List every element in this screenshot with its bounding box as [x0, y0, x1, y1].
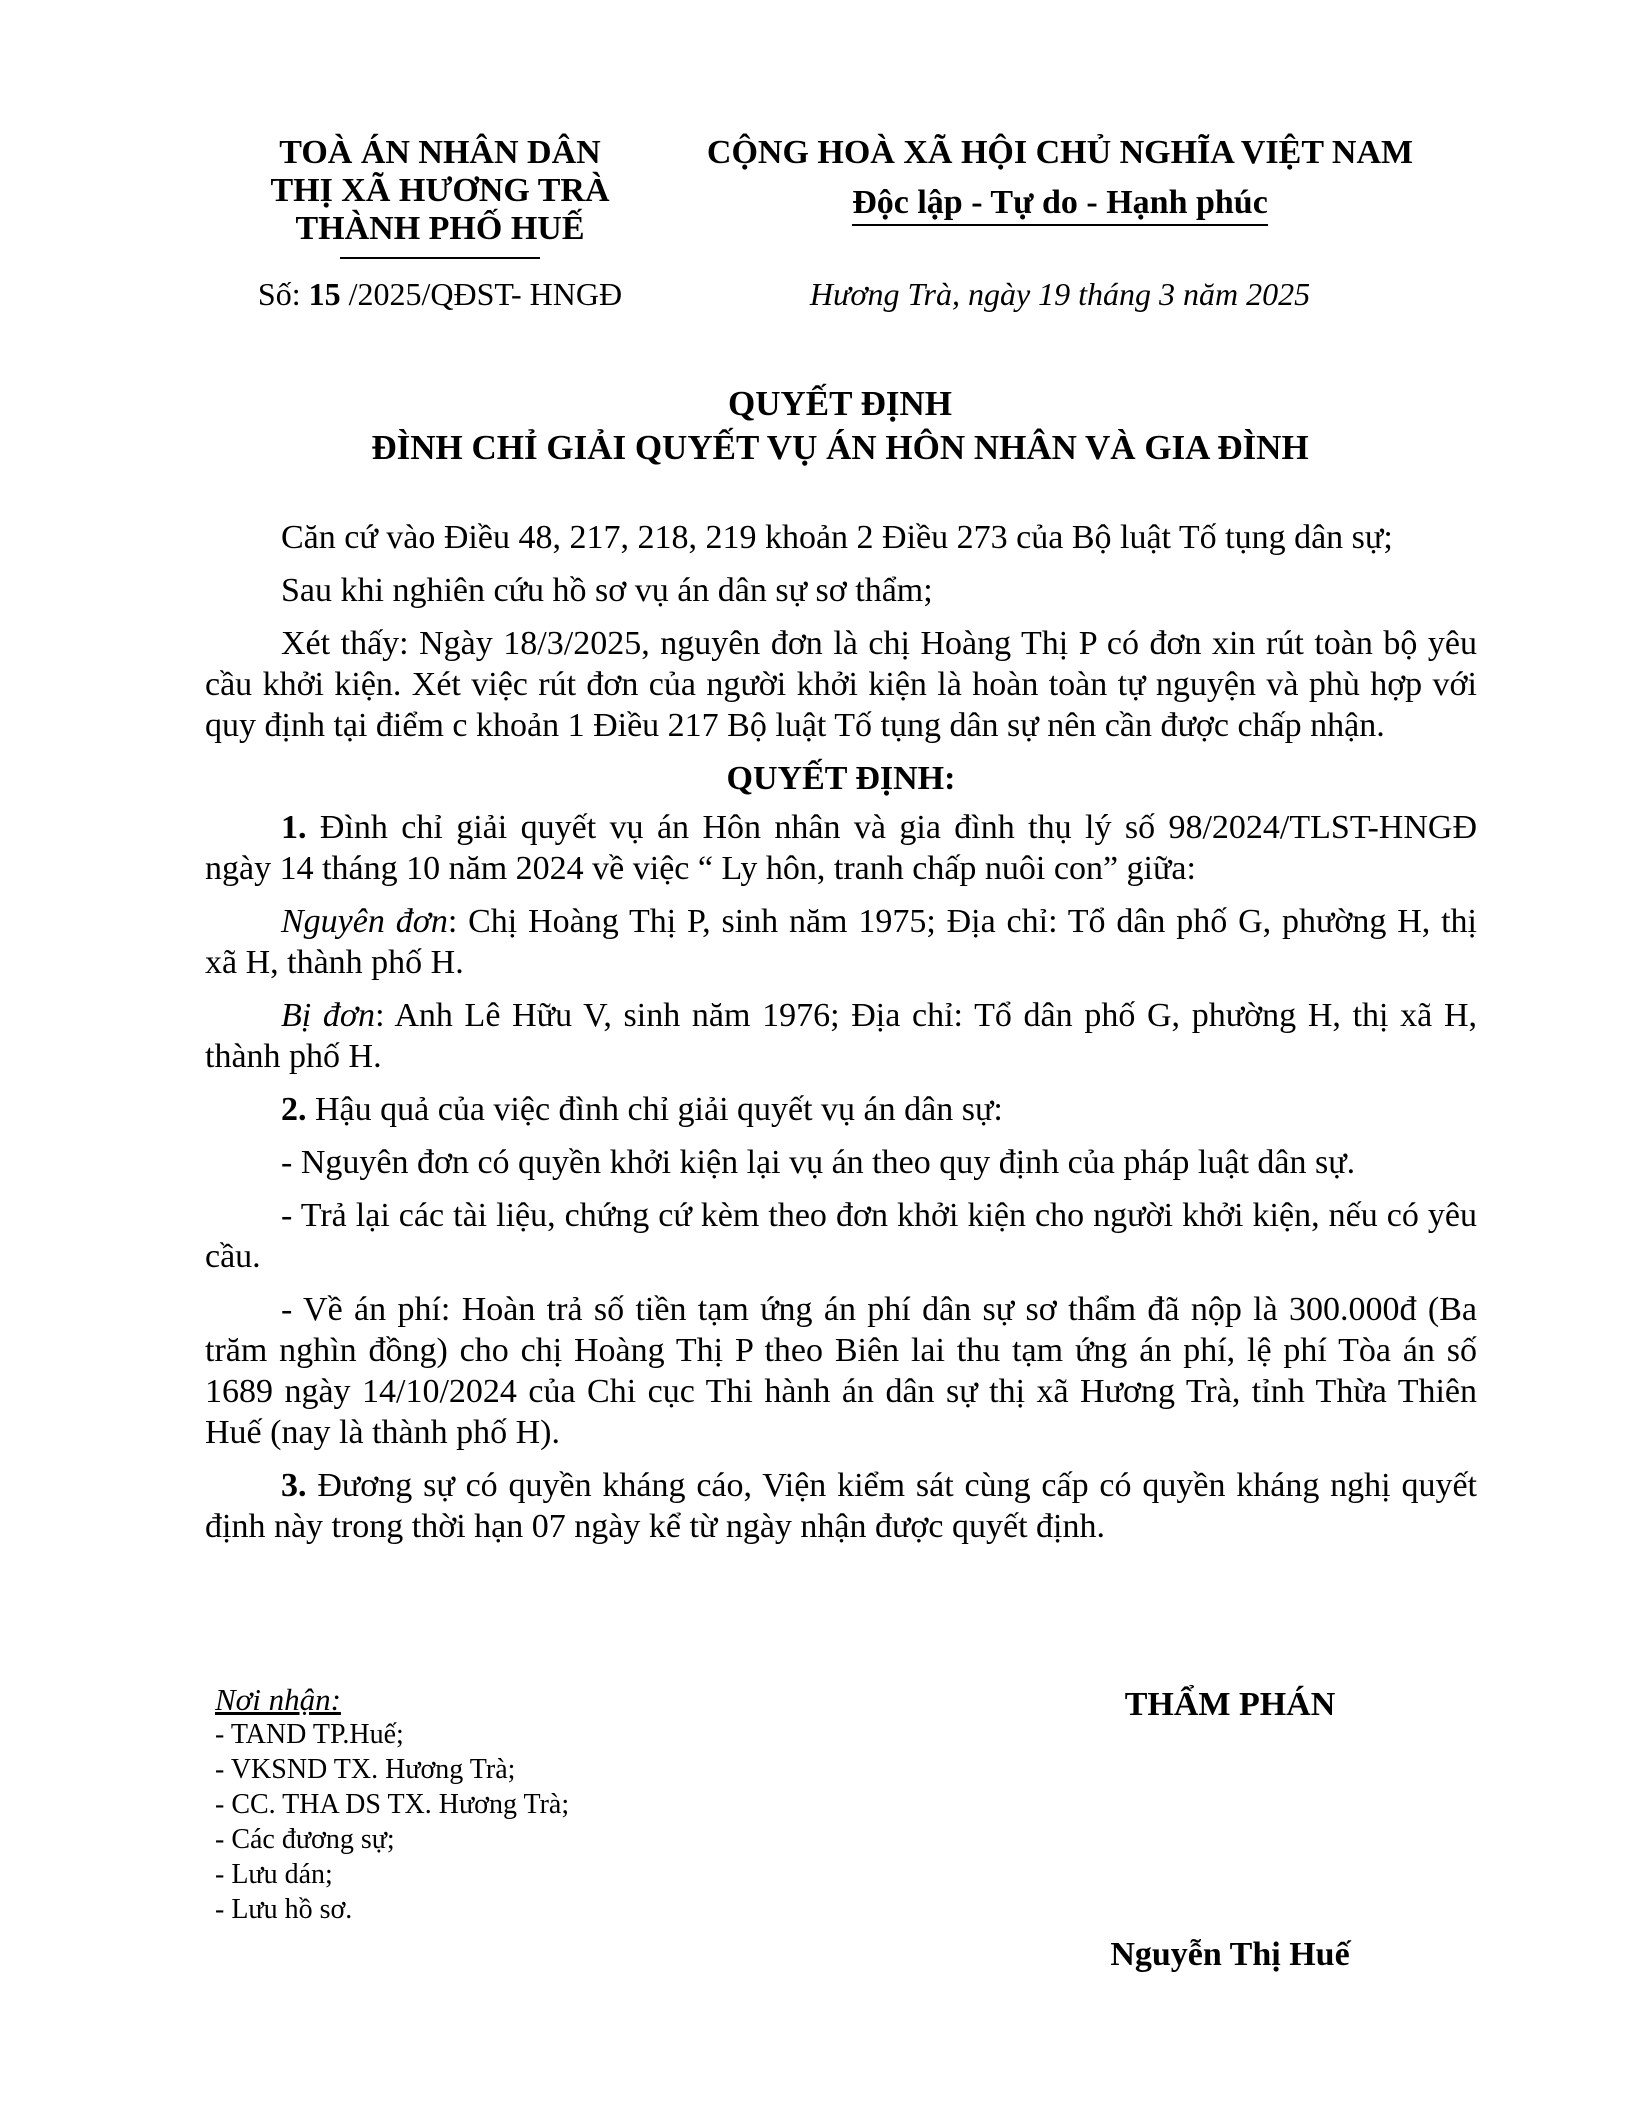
recipients-title: Nơi nhận:	[215, 1682, 341, 1717]
nation-motto: Độc lập - Tự do - Hạnh phúc	[852, 184, 1268, 226]
defendant-text: : Anh Lê Hữu V, sinh năm 1976; Địa chỉ: Tổ dân phố G, phường H, thị xã H, thành phố H.	[205, 997, 1477, 1075]
decision-item-1	[205, 807, 1477, 889]
document-number-prefix: Số:	[257, 276, 309, 312]
plaintiff-paragraph	[205, 901, 1477, 983]
court-name-line-2: THỊ XÃ HƯƠNG TRÀ	[270, 172, 610, 209]
plaintiff-text: : Chị Hoàng Thị P, sinh năm 1975; Địa chỉ: Tổ dân phố G, phường H, thị xã H, thành phố H.	[205, 903, 1477, 981]
recipient-item: - TAND TP.Huế;	[215, 1719, 404, 1750]
document-number-suffix: /2025/QĐST- HNGĐ	[340, 276, 623, 312]
item-1-text: Đình chỉ giải quyết vụ án Hôn nhân và gia đình thụ lý số 98/2024/TLST-HNGĐ ngày 14 tháng 10 năm 2024 về việc “ Ly hôn, tranh chấp nuôi con” giữa:	[205, 809, 1477, 887]
document-body	[205, 517, 1477, 1559]
item-3-text: Đương sự có quyền kháng cáo, Viện kiểm sát cùng cấp có quyền kháng nghị quyết định này trong thời hạn 07 ngày kể từ ngày nhận được quyết định.	[205, 1467, 1477, 1545]
signer-title: THẨM PHÁN	[1124, 1686, 1336, 1723]
title-line-1: QUYẾT ĐỊNH	[728, 384, 952, 423]
document-title	[200, 382, 1480, 470]
defendant-paragraph	[205, 995, 1477, 1077]
consideration-paragraph: Xét thấy: Ngày 18/3/2025, nguyên đơn là chị Hoàng Thị P có đơn xin rút toàn bộ yêu cầu khởi kiện. Xét việc rút đơn của người khởi kiện là hoàn toàn tự nguyện và phù hợp với quy định tại điểm c khoản 1 Điều 217 Bộ luật Tố tụng dân sự nên cần được chấp nhận.	[205, 625, 1477, 744]
decision-heading: QUYẾT ĐỊNH:	[726, 760, 956, 797]
decision-item-3	[205, 1465, 1477, 1547]
recipient-item: - VKSND TX. Hương Trà;	[215, 1754, 516, 1785]
decision-item-2	[205, 1089, 1477, 1130]
nation-name: CỘNG HOÀ XÃ HỘI CHỦ NGHĨA VIỆT NAM	[706, 134, 1414, 171]
item-2-point-c: - Về án phí: Hoàn trả số tiền tạm ứng án phí dân sự sơ thẩm đã nộp là 300.000đ (Ba trăm nghìn đồng) cho chị Hoàng Thị P theo Biên lai thu tạm ứng án phí, lệ phí Tòa án số 1689 ngày 14/10/2024 của Chi cục Thi hành án dân sự thị xã Hương Trà, tỉnh Thừa Thiên Huế (nay là thành phố H).	[205, 1291, 1477, 1451]
document-number-value: 15	[308, 276, 341, 312]
recipient-item: - Các đương sự;	[215, 1824, 395, 1855]
recipients-list	[215, 1682, 715, 1927]
national-header	[680, 134, 1440, 226]
document-number	[230, 276, 650, 313]
recipient-item: - Lưu hồ sơ.	[215, 1894, 353, 1925]
court-name-line-3: THÀNH PHỐ HUẾ	[295, 210, 585, 247]
place-date: Hương Trà, ngày 19 tháng 3 năm 2025	[809, 276, 1311, 312]
defendant-label: Bị đơn	[281, 997, 376, 1034]
legal-basis-2: Sau khi nghiên cứu hồ sơ vụ án dân sự sơ thẩm;	[281, 572, 933, 609]
item-1-number: 1.	[281, 809, 307, 846]
item-2-point-b: - Trả lại các tài liệu, chứng cứ kèm theo đơn khởi kiện cho người khởi kiện, nếu có yêu cầu.	[205, 1197, 1477, 1275]
court-name-block	[230, 134, 650, 248]
legal-basis-1: Căn cứ vào Điều 48, 217, 218, 219 khoản 2 Điều 273 của Bộ luật Tố tụng dân sự;	[281, 519, 1393, 556]
signer-name: Nguyễn Thị Huế	[1110, 1936, 1350, 1973]
court-divider	[340, 257, 540, 259]
recipient-item: - Lưu dán;	[215, 1859, 333, 1890]
item-2-number: 2.	[281, 1091, 307, 1128]
title-line-2: ĐÌNH CHỈ GIẢI QUYẾT VỤ ÁN HÔN NHÂN VÀ GIA ĐÌNH	[371, 428, 1309, 467]
plaintiff-label: Nguyên đơn	[281, 903, 448, 940]
item-3-number: 3.	[281, 1467, 307, 1504]
court-name-line-1: TOÀ ÁN NHÂN DÂN	[279, 134, 601, 171]
item-2-text: Hậu quả của việc đình chỉ giải quyết vụ án dân sự:	[306, 1091, 1003, 1128]
item-2-point-a: - Nguyên đơn có quyền khởi kiện lại vụ án theo quy định của pháp luật dân sự.	[281, 1144, 1356, 1181]
recipient-item: - CC. THA DS TX. Hương Trà;	[215, 1789, 570, 1820]
